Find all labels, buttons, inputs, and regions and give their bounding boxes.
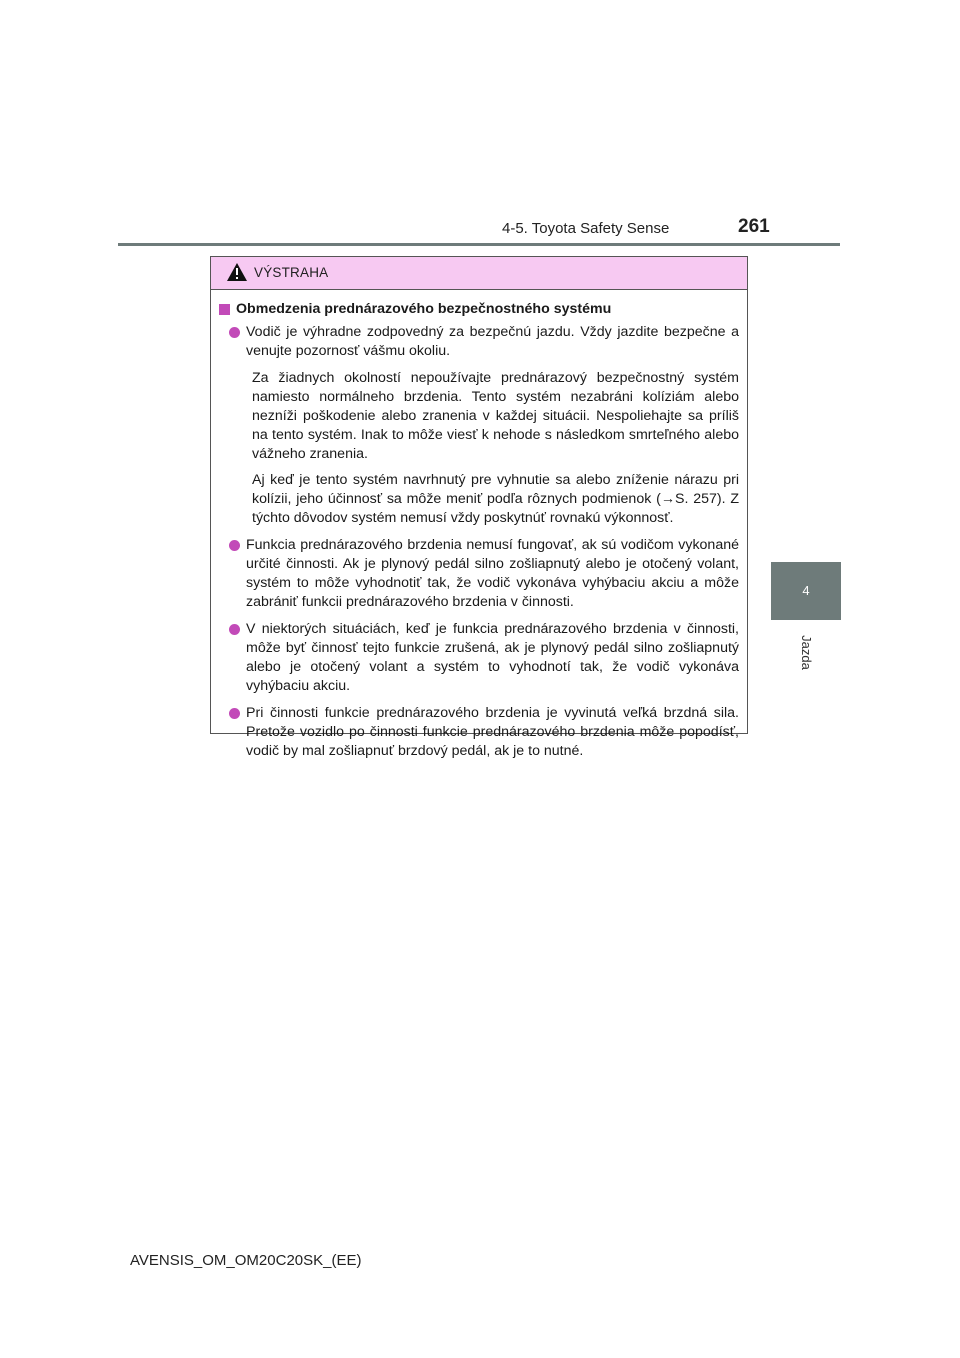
- chapter-tab: 4: [771, 562, 841, 620]
- chapter-label: [771, 622, 841, 682]
- list-item-text: V niektorých situáciách, keď je funkcia prednárazového brzdenia v činnosti, môže byť činnosť tejto funkcie zrušená, ak je plynový pedál silno zošliapnutý alebo je otočený volant a systém to vyhodnotí tak, že vodič vykonáva vyhýbaciu akciu.: [246, 621, 739, 694]
- bullet-dot-icon: [229, 327, 240, 338]
- section-title: 4-5. Toyota Safety Sense: [502, 220, 670, 237]
- chapter-name: Jazda: [798, 634, 814, 670]
- bullet-dot-icon: [229, 624, 240, 635]
- list-item-text: Vodič je výhradne zodpovedný za bezpečnú jazdu. Vždy jazdite bezpečne a venujte pozornosť vášmu okoliu.: [246, 324, 739, 359]
- warning-content: [211, 290, 747, 761]
- list-item: [219, 620, 739, 696]
- warning-subheading: [219, 300, 739, 319]
- bullet-dot-icon: [229, 708, 240, 719]
- warning-box: [210, 256, 748, 759]
- list-item-text: Pri činnosti funkcie prednárazového brzdenia je vyvinutá veľká brzdná sila. Pretože vozidlo po činnosti funkcie prednárazového brzdenia môže popodísť, vodič by mal zošliapnuť brzdový pedál, ak je to nutné.: [246, 705, 739, 759]
- list-item: [219, 323, 739, 361]
- square-bullet-icon: [219, 304, 230, 315]
- paragraph: Za žiadnych okolností nepoužívajte prednárazový bezpečnostný systém namiesto normálneho brzdenia. Tento systém nezabráni kolíziám alebo nezníži poškodenie alebo zranenia v každej situácii. Nespoliehajte sa príliš na tento systém. Inak to môže viesť k nehode s následkom smrteľného alebo vážneho zranenia.: [252, 370, 739, 462]
- list-item: [219, 536, 739, 612]
- subheading-text: Obmedzenia prednárazového bezpečnostného systému: [236, 301, 612, 317]
- warning-title: VÝSTRAHA: [254, 265, 329, 280]
- warning-header: [211, 257, 747, 290]
- list-item-text: Funkcia prednárazového brzdenia nemusí fungovať, ak sú vodičom vykonané určité činnosti. Ak je plynový pedál silno zošliapnutý alebo je otočený volant, systém to môže vyhodnotiť tak, že vodič vykonáva vyhýbaciu akciu a môže zabrániť funkcii prednárazového brzdenia v činnosti.: [246, 537, 739, 610]
- bullet-dot-icon: [229, 540, 240, 551]
- warning-triangle-icon: [226, 262, 248, 282]
- page-number: 261: [738, 216, 770, 237]
- footer-code: AVENSIS_OM_OM20C20SK_(EE): [130, 1252, 362, 1269]
- header-rule: [118, 243, 840, 246]
- list-item: [219, 704, 739, 761]
- paragraph: Aj keď je tento systém navrhnutý pre vyhnutie sa alebo zníženie nárazu pri kolízii, jeho účinnosť sa môže meniť podľa rôznych podmienok (→S. 257). Z týchto dôvodov systém nemusí vždy poskytnúť rovnakú výkonnosť.: [252, 472, 739, 526]
